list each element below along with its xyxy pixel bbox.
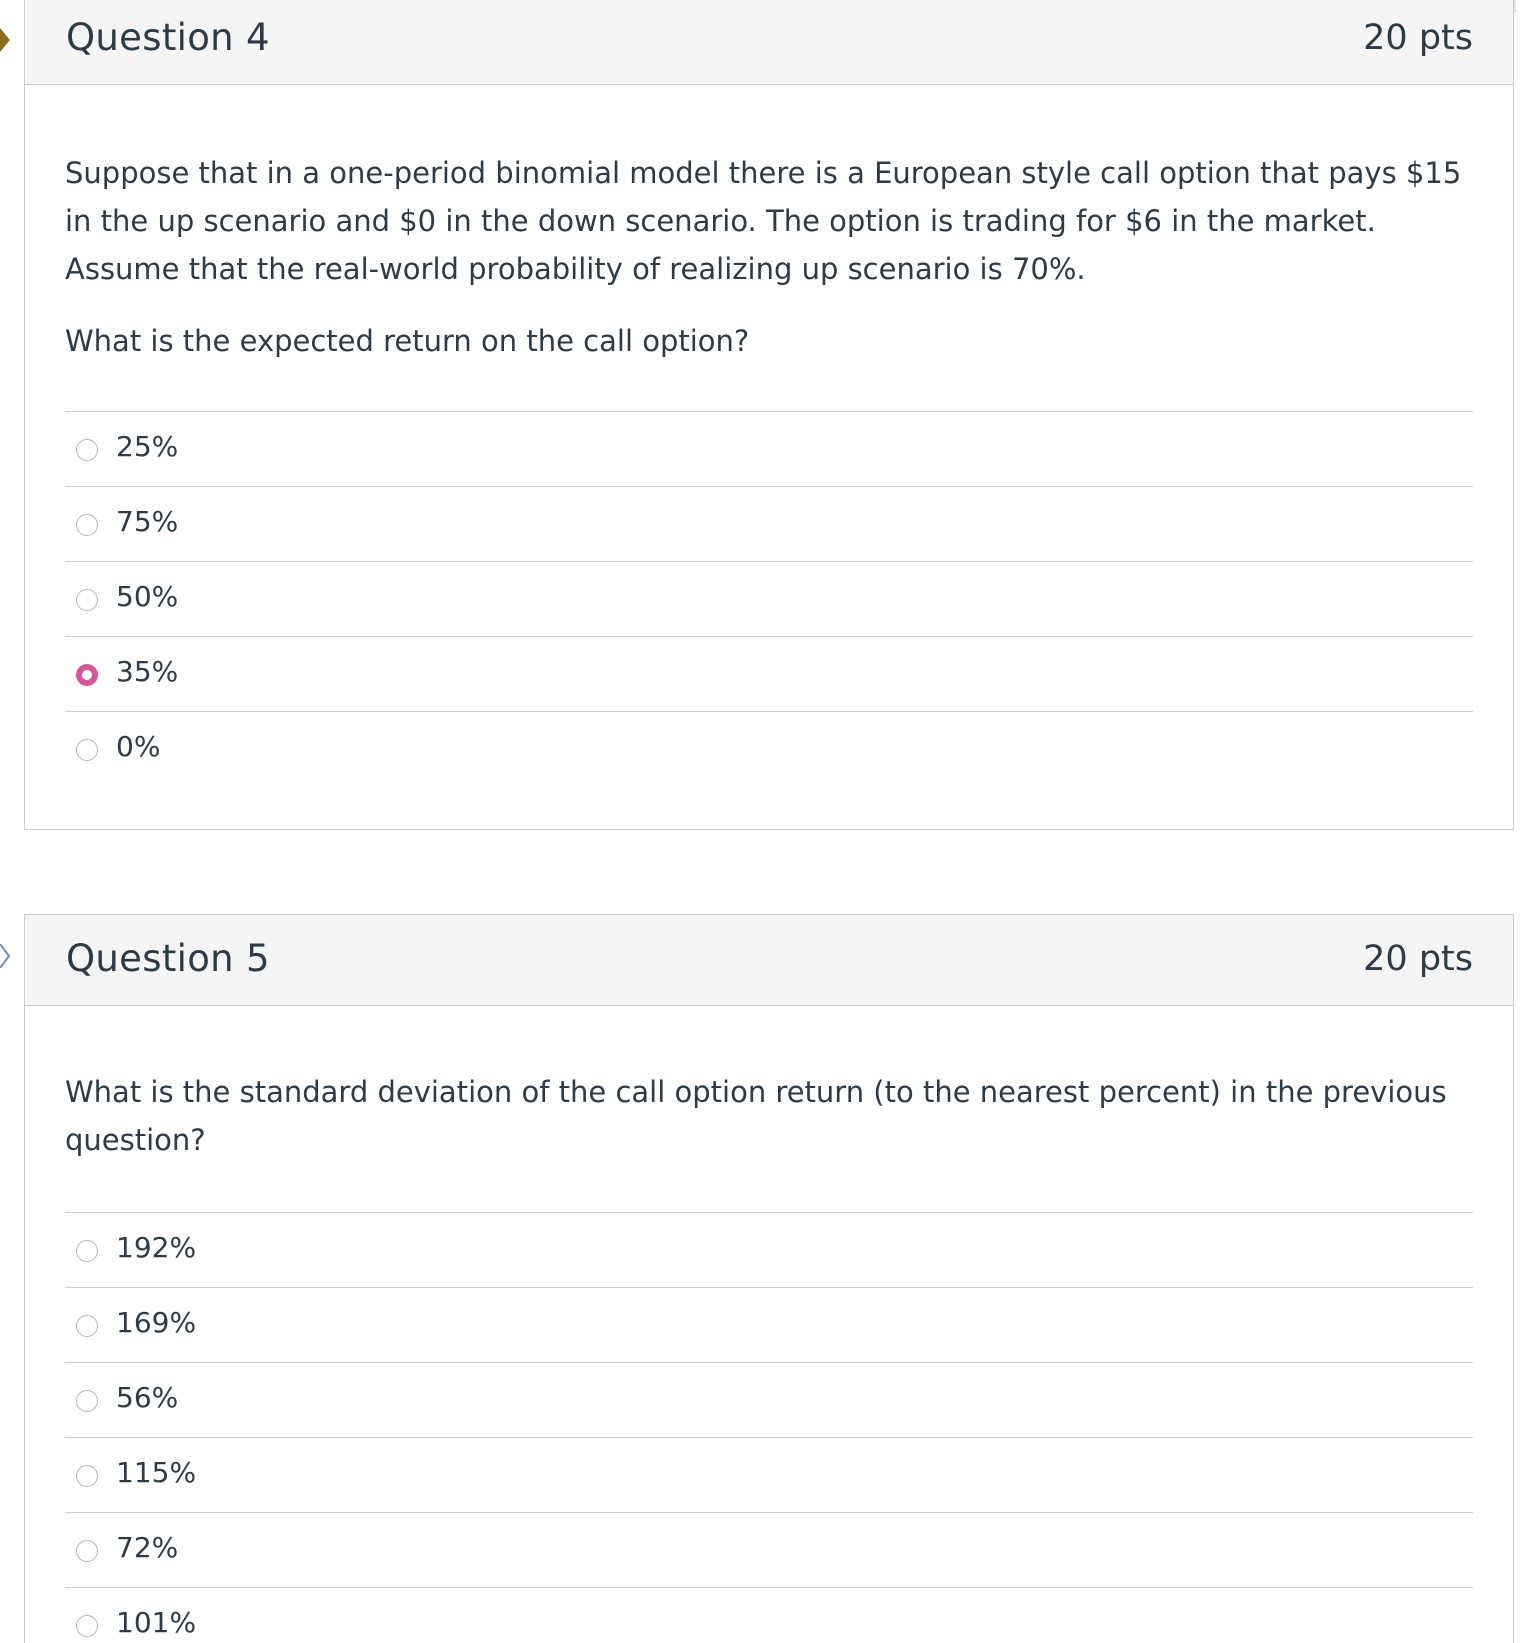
answer-label[interactable]: 35% — [116, 655, 179, 688]
question-text: What is the standard deviation of the call option return (to the nearest percent) in the previous question? — [65, 1075, 1447, 1157]
radio-button[interactable] — [76, 1240, 98, 1262]
flag-outline-icon[interactable] — [0, 944, 10, 968]
answer-label[interactable]: 72% — [116, 1531, 179, 1564]
radio-button[interactable] — [76, 1390, 98, 1412]
answer-option[interactable] — [65, 487, 1473, 562]
answer-label[interactable]: 101% — [116, 1606, 197, 1639]
radio-button[interactable] — [76, 1540, 98, 1562]
question-title: Question 4 — [66, 16, 270, 59]
answer-option[interactable] — [65, 1438, 1473, 1513]
answer-option[interactable] — [65, 1588, 1473, 1643]
radio-button[interactable] — [76, 1615, 98, 1637]
answer-list — [65, 411, 1473, 787]
question-4 — [24, 0, 1514, 830]
question-prompt: What is the expected return on the call option? — [65, 324, 750, 358]
radio-button[interactable] — [76, 1315, 98, 1337]
answer-label[interactable]: 192% — [116, 1231, 197, 1264]
question-body — [25, 1006, 1513, 1643]
answer-label[interactable]: 50% — [116, 580, 179, 613]
radio-button[interactable] — [76, 739, 98, 761]
answer-list — [65, 1212, 1473, 1643]
answer-option[interactable] — [65, 712, 1473, 787]
answer-option[interactable] — [65, 1513, 1473, 1588]
radio-button[interactable] — [76, 1465, 98, 1487]
answer-option-selected[interactable] — [65, 637, 1473, 712]
question-text: Suppose that in a one-period binomial model there is a European style call option that pays $15 in the up scenario and $0 in the down scenario. The option is trading for $6 in the market. Assume that the real-world probability of realizing up scenario is 70%. — [65, 156, 1462, 286]
answer-option[interactable] — [65, 412, 1473, 487]
question-body — [25, 85, 1513, 787]
question-points: 20 pts — [1363, 939, 1473, 979]
radio-button[interactable] — [76, 589, 98, 611]
answer-option[interactable] — [65, 1363, 1473, 1438]
answer-label[interactable]: 75% — [116, 505, 179, 538]
answer-label[interactable]: 115% — [116, 1456, 197, 1489]
radio-button[interactable] — [76, 514, 98, 536]
answer-label[interactable]: 169% — [116, 1306, 197, 1339]
answer-label[interactable]: 25% — [116, 430, 179, 463]
question-header — [25, 0, 1513, 85]
question-points: 20 pts — [1363, 18, 1473, 58]
question-5 — [24, 914, 1514, 1643]
answer-label[interactable]: 0% — [116, 730, 161, 763]
answer-label[interactable]: 56% — [116, 1381, 179, 1414]
question-header — [25, 915, 1513, 1006]
flag-marker-icon[interactable] — [0, 28, 10, 52]
answer-option[interactable] — [65, 1213, 1473, 1288]
answer-option[interactable] — [65, 1288, 1473, 1363]
question-title: Question 5 — [66, 937, 270, 980]
answer-option[interactable] — [65, 562, 1473, 637]
radio-button-selected[interactable] — [76, 664, 98, 686]
radio-button[interactable] — [76, 439, 98, 461]
